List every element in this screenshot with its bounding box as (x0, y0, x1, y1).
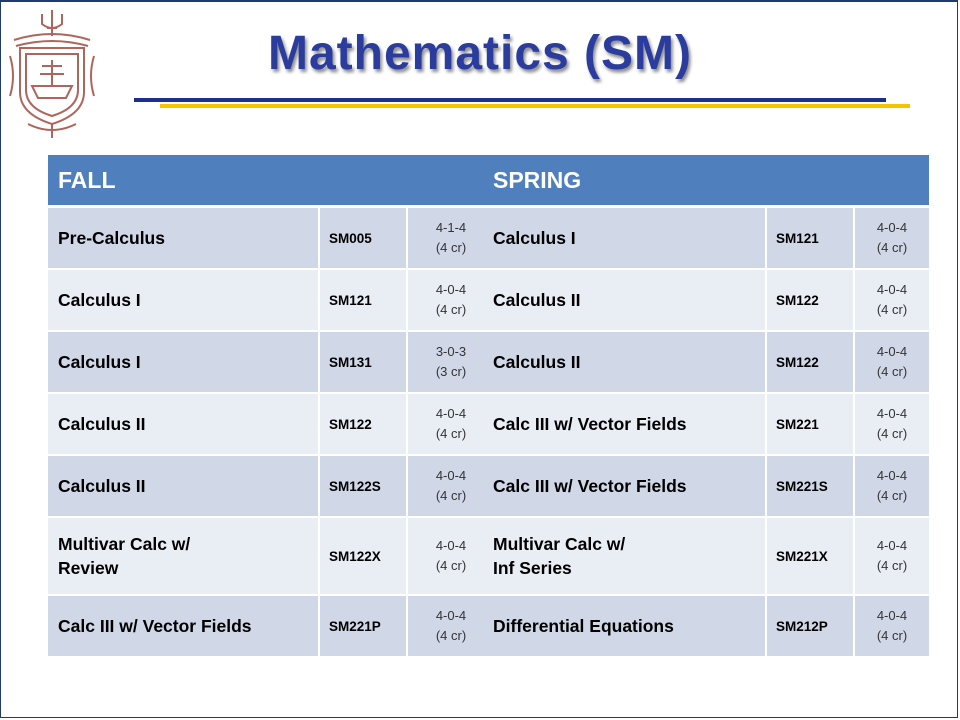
course-name-line: Multivar Calc w/ (493, 533, 626, 554)
course-hours (855, 332, 929, 392)
credits-text: (4 cr) (876, 426, 908, 441)
course-code: SM005 (320, 208, 408, 268)
course-hours (855, 456, 929, 516)
course-code: SM221S (767, 456, 855, 516)
course-name: Calculus I (48, 270, 320, 330)
course-code: SM221P (320, 596, 408, 656)
spring-header: SPRING (483, 155, 929, 208)
hours-text: 4-0-4 (876, 219, 908, 235)
course-code: SM122X (320, 518, 408, 594)
course-name: Differential Equations (483, 596, 767, 656)
course-hours (855, 518, 929, 594)
course-name: Calculus II (48, 456, 320, 516)
fall-header: FALL (48, 155, 494, 208)
table-row (483, 270, 929, 332)
course-name: Calculus II (48, 394, 320, 454)
course-hours (408, 270, 494, 330)
course-code: SM122S (320, 456, 408, 516)
table-row (48, 518, 494, 596)
course-hours (855, 270, 929, 330)
course-hours (408, 394, 494, 454)
credits-text: (4 cr) (876, 488, 908, 503)
course-hours (408, 332, 494, 392)
course-hours (855, 394, 929, 454)
hours-text: 4-0-4 (435, 537, 467, 553)
credits-text: (4 cr) (435, 488, 467, 503)
hours-text: 4-0-4 (876, 281, 908, 297)
hours-text: 4-0-4 (435, 281, 467, 297)
hours-text: 4-0-4 (435, 405, 467, 421)
course-name-line: Multivar Calc w/ (58, 533, 191, 554)
table-row (48, 456, 494, 518)
table-row (483, 518, 929, 596)
course-code: SM221X (767, 518, 855, 594)
course-name (48, 518, 320, 594)
credits-text: (4 cr) (876, 558, 908, 573)
hours-text: 4-0-4 (876, 343, 908, 359)
hours-text: 4-0-4 (876, 537, 908, 553)
course-code: SM221 (767, 394, 855, 454)
course-hours (408, 208, 494, 268)
course-name: Calculus II (483, 270, 767, 330)
course-name (483, 518, 767, 594)
course-hours (408, 456, 494, 516)
credits-text: (4 cr) (435, 426, 467, 441)
credits-text: (4 cr) (435, 240, 467, 255)
table-row (48, 332, 494, 394)
title-underline-gold (160, 104, 910, 108)
hours-text: 4-0-4 (876, 467, 908, 483)
table-row (483, 456, 929, 518)
course-code: SM122 (320, 394, 408, 454)
credits-text: (4 cr) (876, 628, 908, 643)
course-name: Calc III w/ Vector Fields (48, 596, 320, 656)
course-hours (408, 596, 494, 656)
course-name: Calculus I (48, 332, 320, 392)
course-code: SM121 (767, 208, 855, 268)
table-row (483, 394, 929, 456)
course-code: SM212P (767, 596, 855, 656)
hours-text: 4-0-4 (435, 467, 467, 483)
course-code: SM121 (320, 270, 408, 330)
hours-text: 4-0-4 (435, 607, 467, 623)
table-row (483, 208, 929, 270)
course-hours (855, 208, 929, 268)
credits-text: (4 cr) (435, 628, 467, 643)
credits-text: (4 cr) (435, 558, 467, 573)
hours-text: 3-0-3 (435, 343, 467, 359)
credits-text: (4 cr) (876, 240, 908, 255)
fall-course-table (48, 155, 494, 658)
course-name-line: Inf Series (493, 558, 572, 578)
course-code: SM131 (320, 332, 408, 392)
title-underline-navy (134, 98, 886, 102)
hours-text: 4-1-4 (435, 219, 467, 235)
table-row (48, 394, 494, 456)
course-name: Calc III w/ Vector Fields (483, 456, 767, 516)
course-hours (855, 596, 929, 656)
course-hours (408, 518, 494, 594)
course-name: Calc III w/ Vector Fields (483, 394, 767, 454)
table-row (48, 208, 494, 270)
table-row (48, 270, 494, 332)
credits-text: (4 cr) (876, 302, 908, 317)
hours-text: 4-0-4 (876, 405, 908, 421)
course-name: Pre-Calculus (48, 208, 320, 268)
page-title: Mathematics (SM) (267, 27, 693, 80)
credits-text: (4 cr) (435, 302, 467, 317)
course-name-line: Review (58, 558, 119, 578)
table-row (483, 332, 929, 394)
credits-text: (4 cr) (876, 364, 908, 379)
credits-text: (3 cr) (435, 364, 467, 379)
table-row (483, 596, 929, 658)
table-row (48, 596, 494, 658)
course-name: Calculus II (483, 332, 767, 392)
course-code: SM122 (767, 270, 855, 330)
spring-course-table (483, 155, 929, 658)
course-name: Calculus I (483, 208, 767, 268)
course-code: SM122 (767, 332, 855, 392)
hours-text: 4-0-4 (876, 607, 908, 623)
